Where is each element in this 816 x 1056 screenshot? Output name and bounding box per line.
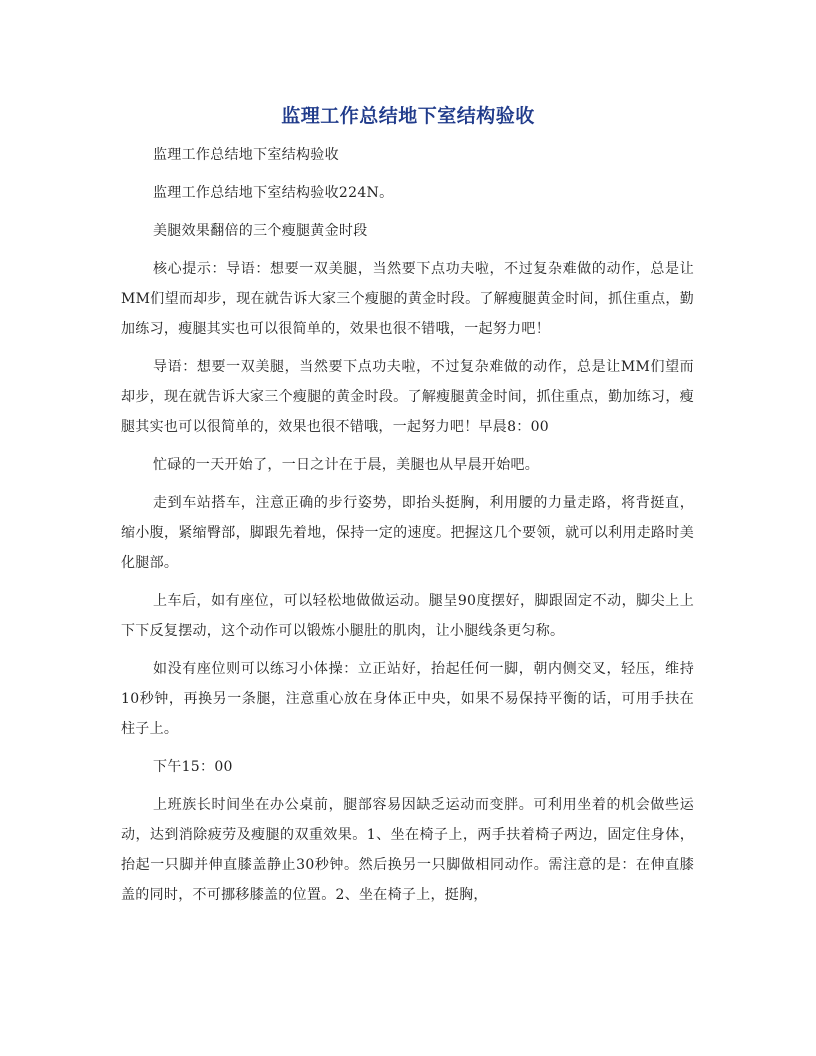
page-title: 监理工作总结地下室结构验收 bbox=[281, 105, 535, 127]
paragraph: 如没有座位则可以练习小体操：立正站好，抬起任何一脚，朝内侧交叉，轻压，维持10秒钟，再换另一条腿，注意重心放在身体正中央，如果不易保持平衡的话，可用手扶在柱子上。 bbox=[121, 661, 694, 737]
paragraph: 美腿效果翻倍的三个瘦腿黄金时段 bbox=[153, 223, 368, 239]
paragraph: 走到车站搭车，注意正确的步行姿势，即抬头挺胸，利用腰的力量走路，将背挺直，缩小腹，紧缩臀部，脚跟先着地，保持一定的速度。把握这几个要领，就可以利用走路时美化腿部。 bbox=[121, 495, 694, 571]
paragraph: 监理工作总结地下室结构验收 bbox=[153, 147, 339, 163]
paragraph: 上班族长时间坐在办公桌前，腿部容易因缺乏运动而变胖。可利用坐着的机会做些运动，达到消除疲劳及瘦腿的双重效果。1、坐在椅子上，两手扶着椅子两边，固定住身体，抬起一只脚并伸直膝盖静止30秒钟。然后换另一只脚做相同动作。需注意的是：在伸直膝盖的同时，不可挪移膝盖的位置。2、坐在椅子上，挺胸， bbox=[121, 797, 694, 903]
paragraph: 核心提示：导语：想要一双美腿，当然要下点功夫啦，不过复杂难做的动作，总是让MM们望而却步，现在就告诉大家三个瘦腿的黄金时段。了解瘦腿黄金时间，抓住重点，勤加练习，瘦腿其实也可以很简单的，效果也很不错哦，一起努力吧！ bbox=[121, 261, 694, 337]
document-body bbox=[121, 140, 694, 918]
paragraph: 导语：想要一双美腿，当然要下点功夫啦，不过复杂难做的动作，总是让MM们望而却步，现在就告诉大家三个瘦腿的黄金时段。了解瘦腿黄金时间，抓住重点，勤加练习，瘦腿其实也可以很简单的，效果也很不错哦，一起努力吧！早晨8：00 bbox=[121, 359, 694, 435]
paragraph: 上车后，如有座位，可以轻松地做做运动。腿呈90度摆好，脚跟固定不动，脚尖上上下下反复摆动，这个动作可以锻炼小腿肚的肌肉，让小腿线条更匀称。 bbox=[121, 593, 694, 639]
paragraph: 下午15：00 bbox=[153, 759, 233, 775]
paragraph: 监理工作总结地下室结构验收224N。 bbox=[153, 185, 394, 201]
paragraph: 忙碌的一天开始了，一日之计在于晨，美腿也从早晨开始吧。 bbox=[153, 457, 540, 473]
